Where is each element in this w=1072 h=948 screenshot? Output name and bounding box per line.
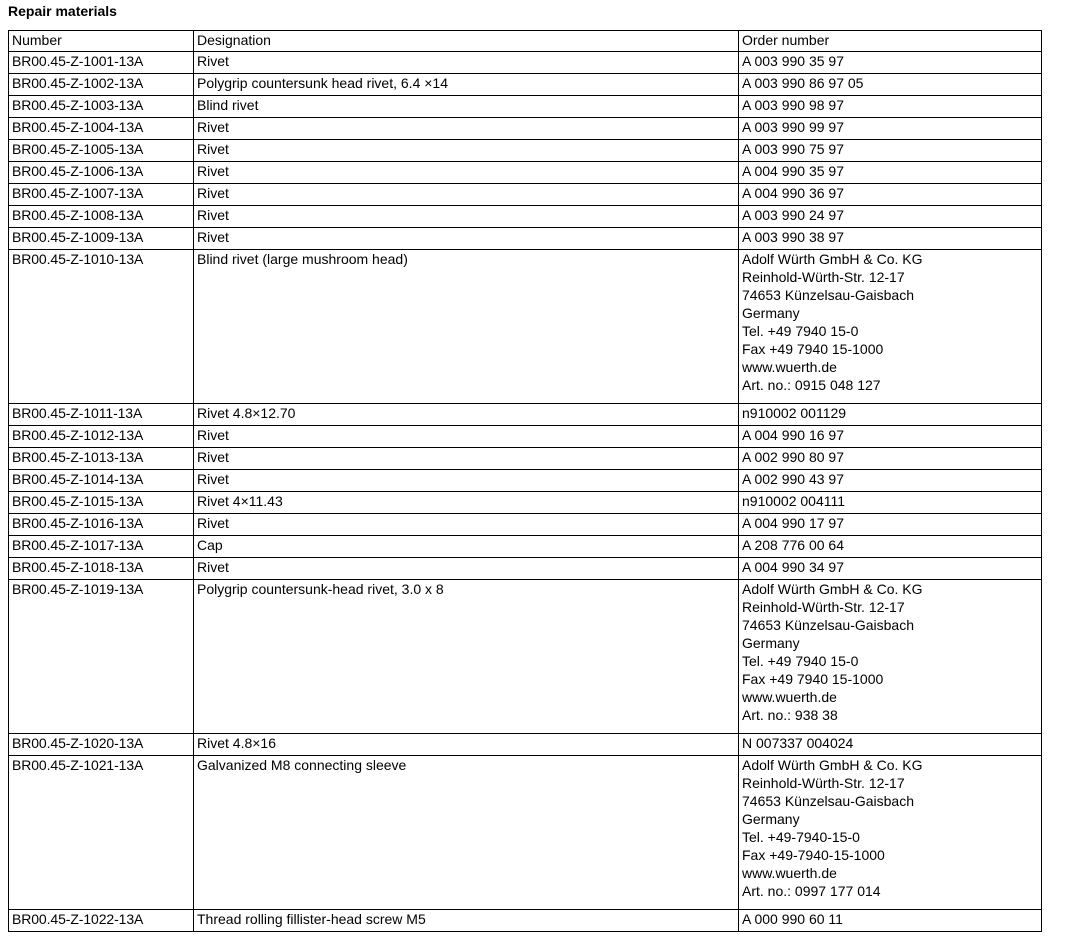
cell-designation: Rivet 4.8×12.70 — [194, 404, 739, 426]
cell-order-number — [739, 514, 1042, 536]
cell-number: BR00.45-Z-1010-13A — [9, 250, 194, 404]
cell-number: BR00.45-Z-1006-13A — [9, 162, 194, 184]
cell-order-number — [739, 756, 1042, 910]
cell-order-number — [739, 492, 1042, 514]
cell-order-number — [739, 910, 1042, 932]
table-row — [9, 580, 1042, 734]
order-number-line: Germany — [742, 635, 800, 651]
cell-number: BR00.45-Z-1016-13A — [9, 514, 194, 536]
order-number-line: A 003 990 99 97 — [742, 119, 844, 135]
cell-designation: Thread rolling fillister-head screw M5 — [194, 910, 739, 932]
cell-designation: Rivet — [194, 470, 739, 492]
order-number-line: A 003 990 35 97 — [742, 53, 844, 69]
order-number-line: www.wuerth.de — [742, 359, 837, 375]
cell-designation: Blind rivet (large mushroom head) — [194, 250, 739, 404]
cell-order-number — [739, 96, 1042, 118]
order-number-line: N 007337 004024 — [742, 735, 854, 751]
cell-number: BR00.45-Z-1021-13A — [9, 756, 194, 910]
table-row — [9, 910, 1042, 932]
order-number-line: Art. no.: 0915 048 127 — [742, 377, 881, 393]
cell-number: BR00.45-Z-1014-13A — [9, 470, 194, 492]
table-header-row — [9, 31, 1042, 52]
order-number-line: n910002 004111 — [742, 493, 846, 509]
order-number-line: A 004 990 35 97 — [742, 163, 844, 179]
order-number-line: Fax +49 7940 15-1000 — [742, 341, 884, 357]
order-number-line: 74653 Künzelsau-Gaisbach — [742, 793, 915, 809]
column-header-order-number: Order number — [739, 31, 1042, 52]
table-row — [9, 536, 1042, 558]
cell-number: BR00.45-Z-1011-13A — [9, 404, 194, 426]
table-row — [9, 118, 1042, 140]
cell-order-number — [739, 184, 1042, 206]
cell-number: BR00.45-Z-1013-13A — [9, 448, 194, 470]
order-number-line: Reinhold-Würth-Str. 12-17 — [742, 775, 905, 791]
column-header-designation: Designation — [194, 31, 739, 52]
cell-order-number — [739, 162, 1042, 184]
cell-number: BR00.45-Z-1005-13A — [9, 140, 194, 162]
order-number-line: Fax +49-7940-15-1000 — [742, 847, 885, 863]
cell-designation: Rivet 4.8×16 — [194, 734, 739, 756]
cell-designation: Galvanized M8 connecting sleeve — [194, 756, 739, 910]
cell-designation: Rivet — [194, 228, 739, 250]
cell-number: BR00.45-Z-1022-13A — [9, 910, 194, 932]
order-number-line: Fax +49 7940 15-1000 — [742, 671, 884, 687]
table-row — [9, 448, 1042, 470]
cell-designation: Rivet — [194, 448, 739, 470]
order-number-line: Reinhold-Würth-Str. 12-17 — [742, 599, 905, 615]
order-number-line: A 002 990 80 97 — [742, 449, 844, 465]
cell-designation: Blind rivet — [194, 96, 739, 118]
cell-order-number — [739, 558, 1042, 580]
cell-designation: Rivet — [194, 426, 739, 448]
order-number-line: A 003 990 38 97 — [742, 229, 844, 245]
order-number-line: A 000 990 60 11 — [742, 911, 843, 927]
cell-order-number — [739, 470, 1042, 492]
cell-order-number — [739, 140, 1042, 162]
table-row — [9, 250, 1042, 404]
table-row — [9, 184, 1042, 206]
cell-order-number — [739, 228, 1042, 250]
cell-designation: Rivet — [194, 162, 739, 184]
cell-number: BR00.45-Z-1018-13A — [9, 558, 194, 580]
table-row — [9, 162, 1042, 184]
order-number-line: Tel. +49-7940-15-0 — [742, 829, 860, 845]
table-row — [9, 140, 1042, 162]
order-number-line: n910002 001129 — [742, 405, 847, 421]
table-row — [9, 96, 1042, 118]
order-number-line: A 002 990 43 97 — [742, 471, 844, 487]
cell-designation: Polygrip countersunk head rivet, 6.4 ×14 — [194, 74, 739, 96]
cell-designation: Rivet — [194, 52, 739, 74]
cell-order-number — [739, 580, 1042, 734]
order-number-line: A 004 990 34 97 — [742, 559, 844, 575]
order-number-line: A 003 990 98 97 — [742, 97, 844, 113]
table-row — [9, 404, 1042, 426]
cell-order-number — [739, 250, 1042, 404]
order-number-line: www.wuerth.de — [742, 865, 837, 881]
table-row — [9, 492, 1042, 514]
cell-designation: Rivet — [194, 118, 739, 140]
cell-order-number — [739, 52, 1042, 74]
table-row — [9, 514, 1042, 536]
cell-designation: Polygrip countersunk-head rivet, 3.0 x 8 — [194, 580, 739, 734]
order-number-line: www.wuerth.de — [742, 689, 837, 705]
table-body — [9, 52, 1042, 932]
cell-designation: Rivet — [194, 558, 739, 580]
cell-number: BR00.45-Z-1019-13A — [9, 580, 194, 734]
order-number-line: Adolf Würth GmbH & Co. KG — [742, 251, 923, 267]
cell-number: BR00.45-Z-1002-13A — [9, 74, 194, 96]
order-number-line: Art. no.: 938 38 — [742, 707, 838, 723]
table-row — [9, 74, 1042, 96]
cell-number: BR00.45-Z-1012-13A — [9, 426, 194, 448]
page-title: Repair materials — [8, 3, 117, 19]
column-header-number: Number — [9, 31, 194, 52]
cell-designation: Rivet 4×11.43 — [194, 492, 739, 514]
order-number-line: 74653 Künzelsau-Gaisbach — [742, 287, 915, 303]
order-number-line: Adolf Würth GmbH & Co. KG — [742, 581, 923, 597]
cell-order-number — [739, 118, 1042, 140]
cell-number: BR00.45-Z-1004-13A — [9, 118, 194, 140]
cell-order-number — [739, 74, 1042, 96]
table-row — [9, 558, 1042, 580]
cell-order-number — [739, 426, 1042, 448]
order-number-line: Germany — [742, 811, 800, 827]
order-number-line: Tel. +49 7940 15-0 — [742, 653, 859, 669]
cell-order-number — [739, 734, 1042, 756]
order-number-line: Germany — [742, 305, 800, 321]
cell-designation: Rivet — [194, 184, 739, 206]
order-number-line: A 003 990 75 97 — [742, 141, 844, 157]
table-row — [9, 206, 1042, 228]
cell-number: BR00.45-Z-1001-13A — [9, 52, 194, 74]
order-number-line: A 003 990 86 97 05 — [742, 75, 864, 91]
cell-designation: Rivet — [194, 140, 739, 162]
table-row — [9, 470, 1042, 492]
cell-number: BR00.45-Z-1017-13A — [9, 536, 194, 558]
cell-number: BR00.45-Z-1015-13A — [9, 492, 194, 514]
order-number-line: Art. no.: 0997 177 014 — [742, 883, 881, 899]
table-row — [9, 756, 1042, 910]
cell-number: BR00.45-Z-1008-13A — [9, 206, 194, 228]
cell-designation: Rivet — [194, 514, 739, 536]
cell-number: BR00.45-Z-1003-13A — [9, 96, 194, 118]
cell-designation: Rivet — [194, 206, 739, 228]
table-row — [9, 228, 1042, 250]
table-row — [9, 734, 1042, 756]
order-number-line: A 004 990 17 97 — [742, 515, 844, 531]
order-number-line: A 208 776 00 64 — [742, 537, 844, 553]
repair-materials-table — [8, 30, 1042, 932]
order-number-line: Adolf Würth GmbH & Co. KG — [742, 757, 923, 773]
order-number-line: Reinhold-Würth-Str. 12-17 — [742, 269, 905, 285]
order-number-line: A 003 990 24 97 — [742, 207, 844, 223]
order-number-line: 74653 Künzelsau-Gaisbach — [742, 617, 915, 633]
cell-order-number — [739, 404, 1042, 426]
cell-number: BR00.45-Z-1020-13A — [9, 734, 194, 756]
cell-number: BR00.45-Z-1007-13A — [9, 184, 194, 206]
cell-number: BR00.45-Z-1009-13A — [9, 228, 194, 250]
order-number-line: A 004 990 36 97 — [742, 185, 844, 201]
cell-order-number — [739, 206, 1042, 228]
cell-order-number — [739, 536, 1042, 558]
cell-designation: Cap — [194, 536, 739, 558]
order-number-line: Tel. +49 7940 15-0 — [742, 323, 859, 339]
table-row — [9, 426, 1042, 448]
table-row — [9, 52, 1042, 74]
cell-order-number — [739, 448, 1042, 470]
order-number-line: A 004 990 16 97 — [742, 427, 844, 443]
